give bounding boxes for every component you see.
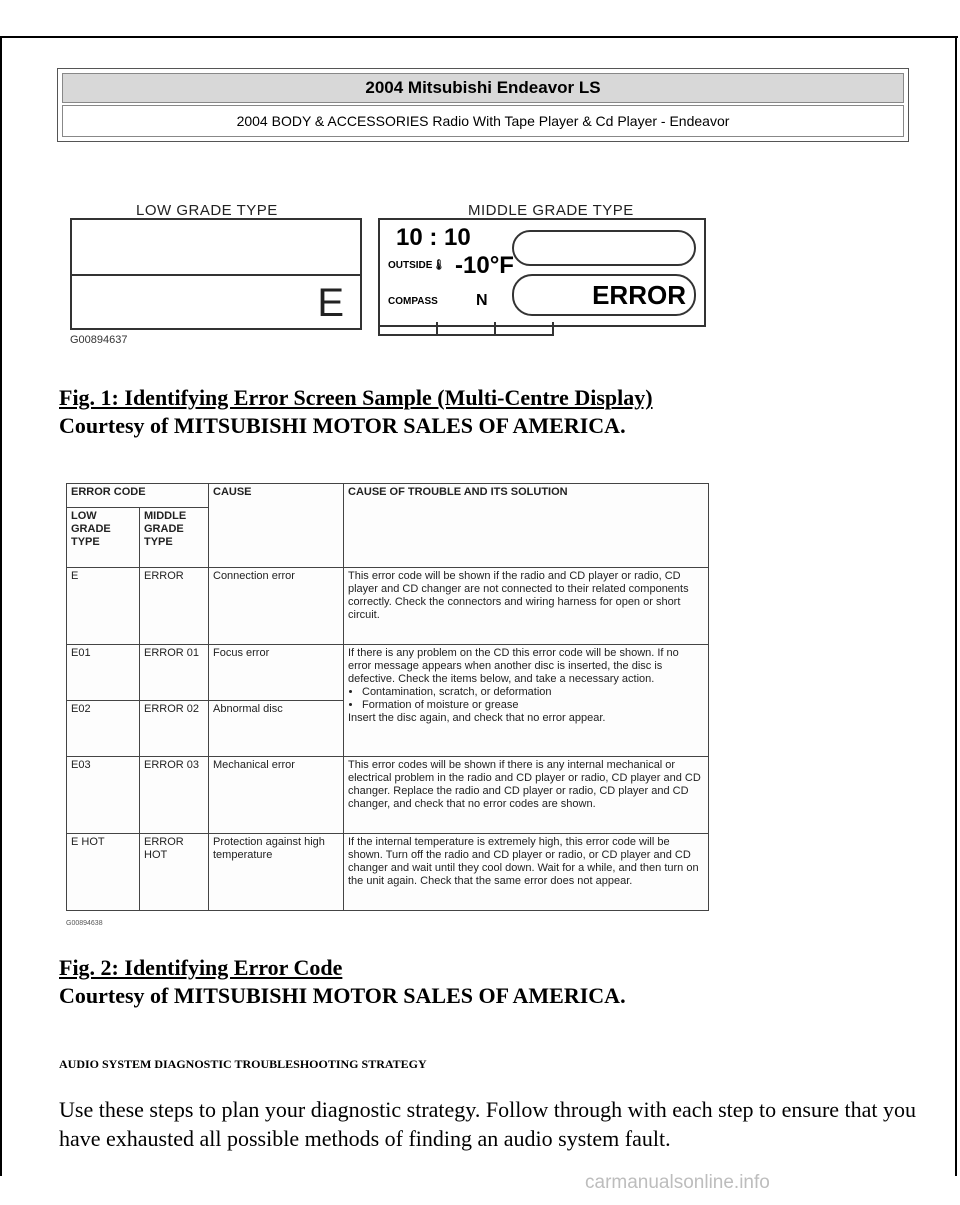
thermometer-icon: 🌡 [432,260,446,271]
cell-shared-solution [344,644,709,756]
document-header [57,68,909,142]
shared-solution-intro: If there is any problem on the CD this error code will be shown. If no error message appears when another disc is inserted, the disc is defective. Check the items below, and take a necessary action. [348,646,679,685]
figure-2-title: Fig. 2: Identifying Error Code [59,955,343,980]
display-button [378,322,438,336]
figure-2-id: G00894638 [66,920,103,927]
low-grade-error-char: E [317,281,344,325]
display-button [436,322,496,336]
body-paragraph: Use these steps to plan your diagnostic strategy. Follow through with each step to ensure that you have exhausted all possible methods of finding an audio system fault. [59,1097,917,1151]
cell-cause: Mechanical error [209,756,344,833]
page-frame-top [0,36,958,38]
cell-cause: Connection error [209,567,344,644]
display-buttons [378,322,628,336]
low-grade-display [70,218,362,330]
compass-value: N [476,292,488,309]
cell-middle: ERROR [140,567,209,644]
header-error-code: ERROR CODE [67,484,209,508]
cell-solution: This error code will be shown if the radio and CD player or radio, CD player and CD changer are not connected to their related components correctly. Check the connectors and wiring harness for open or short circuit. [344,567,709,644]
cell-middle: ERROR 01 [140,644,209,700]
middle-grade-label: MIDDLE GRADE TYPE [468,202,634,219]
cell-solution: If the internal temperature is extremely high, this error code will be shown. Turn off the radio and CD player or radio, or CD player and CD changer and wait until they cool down. Wait for a while, and then turn on the unit again. Check that the same error does not appear. [344,833,709,910]
cell-middle: ERROR 02 [140,700,209,756]
cell-cause: Focus error [209,644,344,700]
middle-grade-display [378,218,706,327]
compass-label: COMPASS [388,296,438,307]
figure-1-title: Fig. 1: Identifying Error Screen Sample (Multi-Centre Display) [59,385,653,410]
cell-middle: ERROR 03 [140,756,209,833]
watermark: carmanualsonline.info [585,1172,770,1193]
table-row [67,756,709,833]
cell-low: E HOT [67,833,140,910]
section-subtitle: 2004 BODY & ACCESSORIES Radio With Tape Player & Cd Player - Endeavor [62,105,904,137]
shared-solution-outro: Insert the disc again, and check that no error appear. [348,711,606,724]
figure-1-courtesy: Courtesy of MITSUBISHI MOTOR SALES OF AMERICA. [59,413,626,438]
display-divider [72,274,360,276]
list-item: • Contamination, scratch, or deformation [362,686,704,699]
cell-low: E [67,567,140,644]
cell-cause: Abnormal disc [209,700,344,756]
display-button [494,322,554,336]
temperature-readout: -10°F [455,252,514,279]
error-text: ERROR [592,280,686,310]
header-cause: CAUSE [209,484,344,568]
table-row [67,567,709,644]
cell-low: E03 [67,756,140,833]
figure-1-caption [59,384,653,440]
bullet-list [348,686,704,712]
header-low-grade: LOW GRADE TYPE [67,508,140,567]
cell-solution: This error codes will be shown if there is any internal mechanical or electrical problem in the radio and CD player or radio, CD player and CD changer. Replace the radio and CD player or radio, CD player and CD changer, and check that no error codes are shown. [344,756,709,833]
table-row [67,644,709,700]
low-grade-label: LOW GRADE TYPE [136,202,278,219]
error-code-table [66,483,709,911]
figure-2-courtesy: Courtesy of MITSUBISHI MOTOR SALES OF AMERICA. [59,983,626,1008]
outside-label: OUTSIDE🌡 [388,260,446,271]
display-pill-top [512,230,696,266]
page-frame-left [0,36,2,1176]
header-middle-grade: MIDDLE GRADE TYPE [140,508,209,567]
section-heading: AUDIO SYSTEM DIAGNOSTIC TROUBLESHOOTING STRATEGY [59,1057,427,1071]
header-solution: CAUSE OF TROUBLE AND ITS SOLUTION [344,484,709,568]
vehicle-title: 2004 Mitsubishi Endeavor LS [62,73,904,103]
cell-middle: ERROR HOT [140,833,209,910]
cell-low: E01 [67,644,140,700]
table-row [67,833,709,910]
clock-readout: 10 : 10 [396,224,471,251]
cell-low: E02 [67,700,140,756]
list-item: • Formation of moisture or grease [362,699,704,712]
page-frame-right [955,36,957,1176]
cell-cause: Protection against high temperature [209,833,344,910]
figure-1-id: G00894637 [70,334,128,346]
display-pill-error [512,274,696,316]
figure-1-error-screen [60,200,720,350]
figure-2-caption [59,954,626,1010]
